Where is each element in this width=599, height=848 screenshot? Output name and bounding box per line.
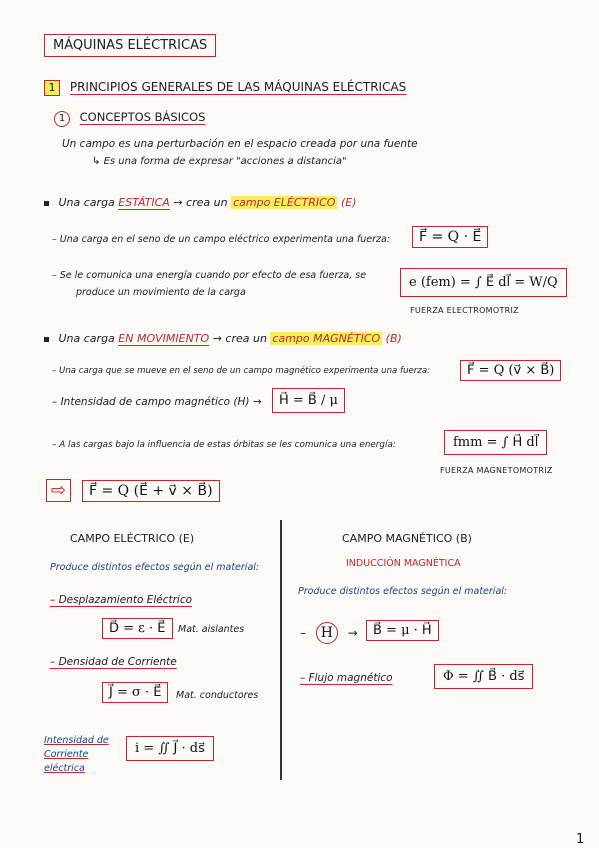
section-heading [44, 80, 406, 96]
left-col-intro: Produce distintos efectos según el material: [50, 562, 260, 573]
right-col-heading: CAMPO MAGNÉTICO (B) [342, 532, 472, 545]
lorentz-eq: F⃗ = Q (E⃗ + v⃗ × B⃗) [82, 480, 220, 502]
subsection-number: 1 [54, 111, 70, 127]
left-item3: Intensidad de Corriente eléctrica [44, 735, 109, 774]
moving-eq1: F⃗ = Q (v⃗ × B⃗) [460, 360, 561, 381]
moving-symbol: (B) [385, 332, 402, 345]
left-item1: – Desplazamiento Eléctrico [50, 594, 193, 606]
moving-eq3: fmm = ∫ H⃗ dl⃗ [444, 430, 547, 455]
left-eq3: i = ∬ J⃗ · ds⃗ [126, 736, 214, 761]
moving-line3: – A las cargas bajo la influencia de estas órbitas se les comunica una energía: [52, 440, 396, 450]
left-eq2-note: Mat. conductores [176, 690, 259, 701]
moving-eq2: H⃗ = B⃗ / μ [272, 388, 345, 413]
right-eq1-row: – H → [300, 622, 358, 644]
static-keyword: ESTÁTICA [118, 196, 170, 209]
moving-mid: → crea un [212, 332, 267, 345]
static-line2b: produce un movimiento de la carga [76, 287, 246, 298]
left-col-heading: CAMPO ELÉCTRICO (E) [70, 532, 195, 545]
moving-eq3-label: FUERZA MAGNETOMOTRIZ [440, 466, 553, 475]
moving-keyword: EN MOVIMIENTO [118, 332, 210, 345]
left-eq1-note: Mat. aislantes [178, 624, 245, 635]
subsection-heading [54, 110, 205, 127]
page-title-box [44, 34, 216, 57]
moving-field: campo MAGNÉTICO [272, 332, 381, 345]
static-mid: → crea un [173, 196, 228, 209]
static-charge-line [44, 196, 357, 209]
moving-line1: – Una carga que se mueve en el seno de un campo magnético experimenta una fuerza: [52, 366, 431, 376]
lorentz-row [46, 480, 71, 501]
campo-definition: Un campo es una perturbación en el espacio creada por una fuente [62, 138, 418, 150]
bullet-icon [44, 337, 49, 342]
static-eq1: F⃗ = Q · E⃗ [412, 226, 488, 248]
page-number: 1 [576, 832, 585, 847]
static-prefix: Una carga [58, 196, 115, 209]
left-item2: – Densidad de Corriente [50, 656, 177, 668]
right-item2: – Flujo magnético [300, 672, 393, 684]
right-eq1: B⃗ = μ · H⃗ [366, 620, 439, 641]
page-title: MÁQUINAS ELÉCTRICAS [53, 38, 208, 53]
h-circle: H [316, 622, 338, 644]
subsection-title: CONCEPTOS BÁSICOS [79, 110, 206, 124]
section-title: PRINCIPIOS GENERALES DE LAS MÁQUINAS ELÉCTRICAS [69, 80, 407, 94]
double-arrow-icon: ⇨ [46, 479, 71, 502]
section-number: 1 [44, 80, 60, 96]
static-eq2: e (fem) = ∫ E⃗ dl⃗ = W/Q [400, 268, 567, 297]
right-col-intro: Produce distintos efectos según el material: [298, 586, 508, 597]
moving-prefix: Una carga [58, 332, 115, 345]
left-eq1: D⃗ = ε · E⃗ [102, 618, 173, 639]
static-line1: – Una carga en el seno de un campo eléctrico experimenta una fuerza: [52, 234, 391, 245]
campo-arrow-text: Es una forma de expresar "acciones a distancia" [103, 156, 347, 167]
static-line2a: – Se le comunica una energía cuando por efecto de esa fuerza, se [52, 270, 367, 281]
static-field: campo ELÉCTRICO [233, 196, 336, 209]
left-eq2: J⃗ = σ · E⃗ [102, 682, 168, 703]
static-symbol: (E) [340, 196, 357, 209]
right-eq2: Φ = ∬ B⃗ · ds⃗ [434, 664, 533, 689]
column-divider [280, 520, 282, 780]
moving-line2: – Intensidad de campo magnético (H) → [52, 396, 262, 408]
hook-arrow-icon: ↳ [92, 156, 104, 167]
static-eq2-label: FUERZA ELECTROMOTRIZ [410, 306, 519, 315]
right-arrow-icon: → [347, 626, 358, 640]
campo-arrow-note [92, 156, 347, 167]
bullet-icon [44, 201, 49, 206]
moving-charge-line [44, 332, 402, 345]
right-col-sub: INDUCCIÓN MAGNÉTICA [346, 558, 461, 569]
